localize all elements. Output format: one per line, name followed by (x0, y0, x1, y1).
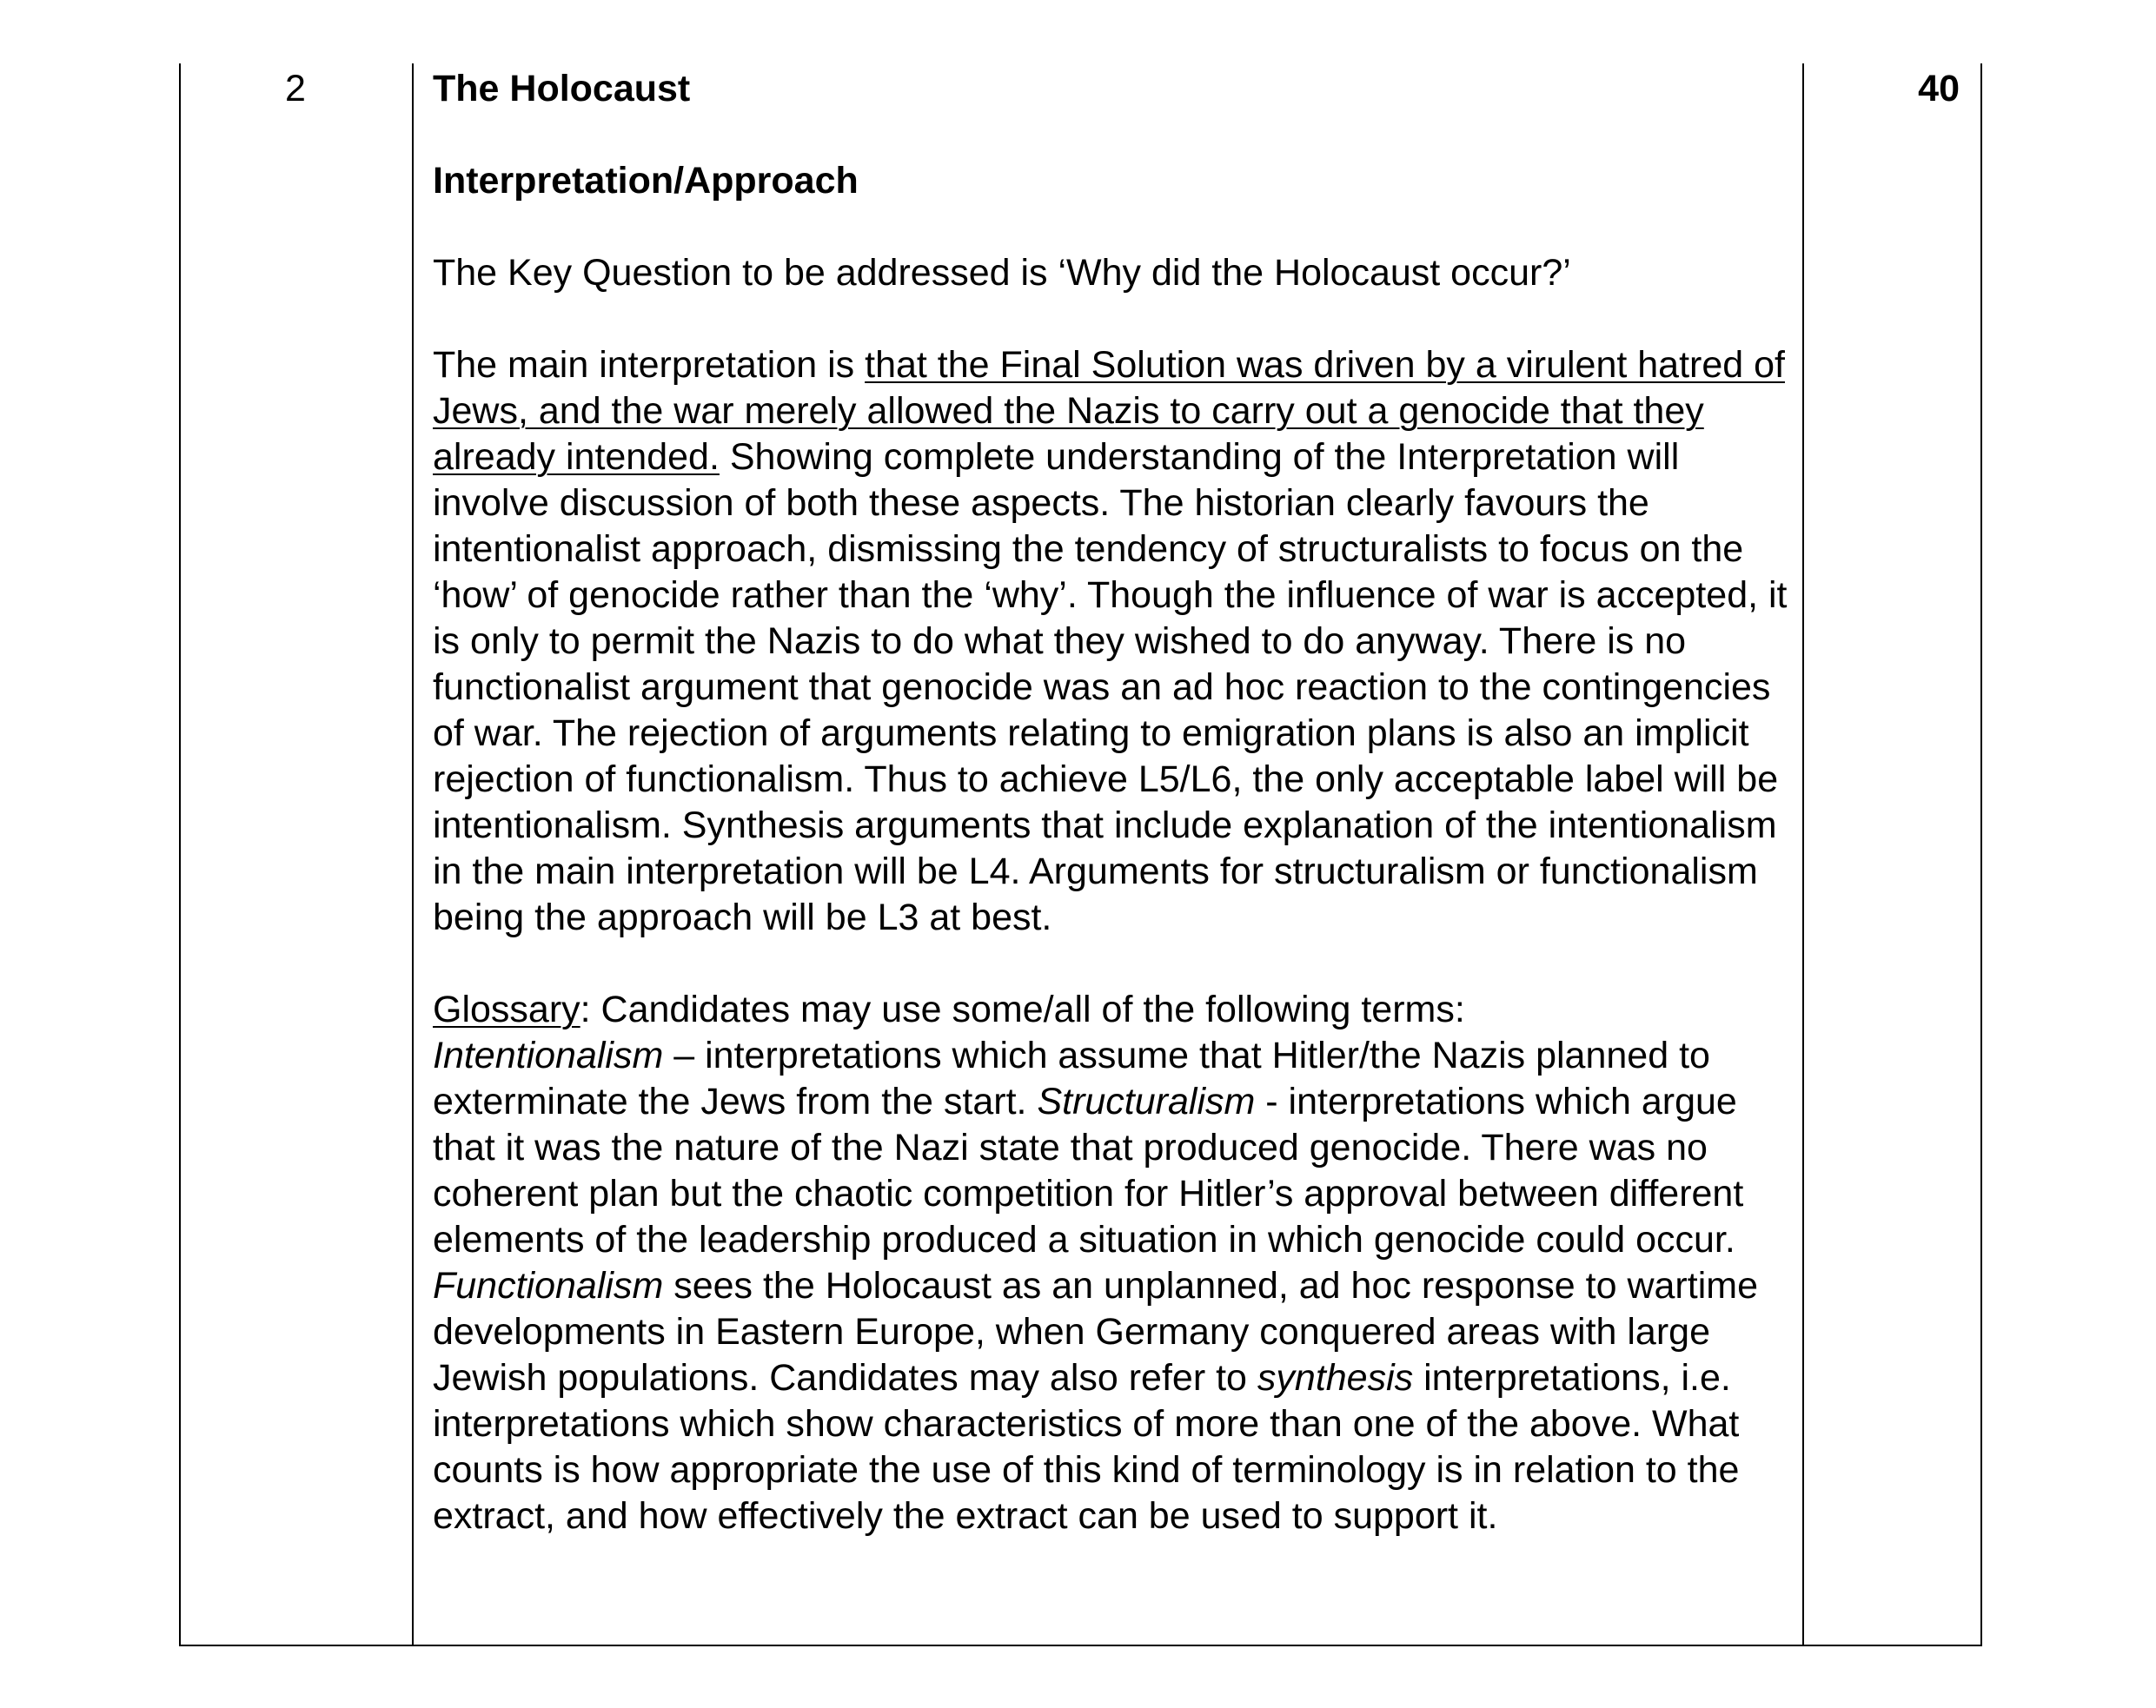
glossary-label: Glossary (433, 989, 580, 1030)
glossary-def-intentionalism: – interpretations which assume that Hitler/the Nazis planned to exterminate the Jews from the start. (433, 1035, 1710, 1122)
key-question: The Key Question to be addressed is ‘Why did the Holocaust occur?’ (433, 252, 1571, 294)
glossary-term-structuralism: Structuralism (1037, 1081, 1256, 1122)
question-title: The Holocaust (433, 68, 691, 109)
interpretation-body: Showing complete understanding of the Interpretation will involve discussion of both these aspects. The historian clearly favours the intentionalist approach, dismissing the tendency of structuralists to focus on the ‘how’ of genocide rather than the ‘why’. Though the influence of war is accepted, it is only to permit the Nazis to do what they wished to do anyway. There is no functionalist argument that genocide was an ad hoc reaction to the contingencies of war. The rejection of arguments relating to emigration plans is also an implicit rejection of functionalism. Thus to achieve L5/L6, the only acceptable label will be intentionalism. Synthesis arguments that include explanation of the intentionalism in the main interpretation will be L4. Arguments for structuralism or functionalism being the approach will be L3 at best. (433, 436, 1788, 938)
glossary-intro: : Candidates may use some/all of the following terms: (580, 989, 1465, 1030)
section-heading: Interpretation/Approach (433, 160, 859, 202)
glossary-def-synthesis: interpretations, i.e. interpretations which show characteristics of more than one of the above. What counts is how appropriate the use of this kind of terminology is in relation to the extract, and how effectively the extract can be used to support it. (433, 1357, 1740, 1537)
glossary-def-structuralism: - interpretations which argue that it was the nature of the Nazi state that produced genocide. There was no coherent plan but the chaotic competition for Hitler’s approval between different elements of the leadership produced a situation in which genocide could occur. (433, 1081, 1744, 1261)
interpretation-underlined: that the Final Solution was driven by a virulent hatred of Jews, and the war merely allowed the Nazis to carry out a genocide that they already intended. (433, 344, 1785, 478)
column-divider (1802, 63, 1804, 1645)
column-divider (412, 63, 414, 1645)
glossary-term-synthesis: synthesis (1257, 1357, 1414, 1399)
marks-total: 40 (1918, 68, 1960, 109)
glossary-paragraph (433, 987, 1788, 1539)
interpretation-lead: The main interpretation is (433, 344, 866, 386)
glossary-term-intentionalism: Intentionalism (433, 1035, 664, 1076)
glossary-def-functionalism: sees the Holocaust as an unplanned, ad hoc response to wartime developments in Eastern Europe, when Germany conquered areas with large Jewish populations. Candidates may also refer to (433, 1265, 1758, 1399)
interpretation-paragraph (433, 342, 1788, 941)
glossary-term-functionalism: Functionalism (433, 1265, 664, 1307)
guidance-cell (433, 63, 1788, 1539)
question-number: 2 (285, 68, 306, 109)
mark-scheme-table-row (179, 63, 1982, 1646)
